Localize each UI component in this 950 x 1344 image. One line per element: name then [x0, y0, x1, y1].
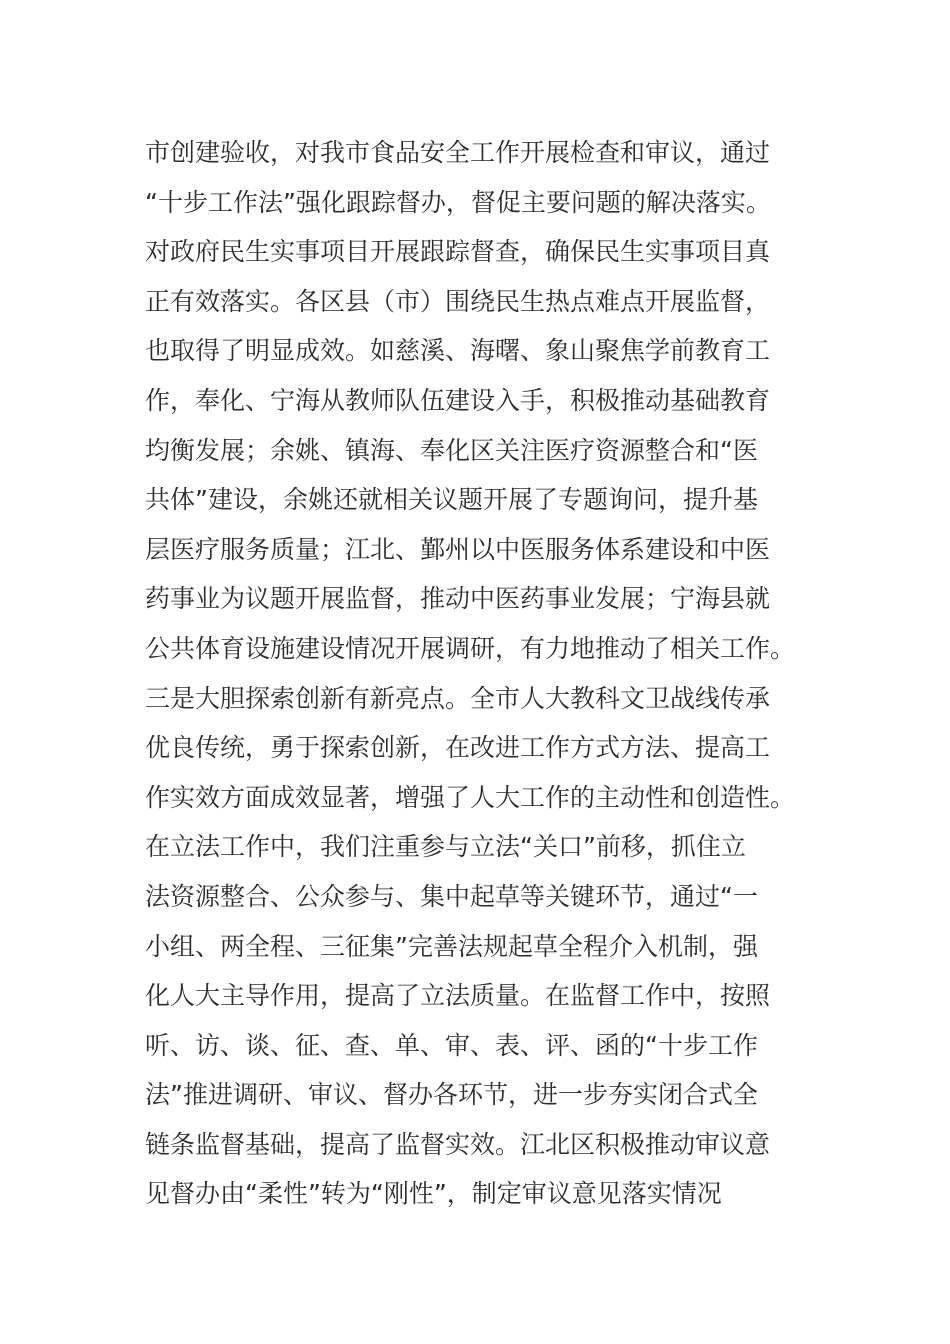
text-line: 市创建验收，对我市食品安全工作开展检查和审议，通过	[145, 138, 771, 167]
text-line: 共体”建设，余姚还就相关议题开展了专题询问，提升基	[145, 485, 758, 515]
text-line: 小组、两全程、三征集”完善法规起草全程介入机制，强	[145, 931, 758, 961]
text-line: 均衡发展；余姚、镇海、奉化区关注医疗资源整合和“医	[145, 435, 758, 465]
text-line: 在立法工作中，我们注重参与立法“关口”前移，抓住立	[145, 832, 746, 862]
text-line: “十步工作法”强化跟踪督办，督促主要问题的解决落实。	[145, 187, 771, 217]
text-line: 法”推进调研、审议、督办各环节，进一步夯实闭合式全	[145, 1080, 758, 1110]
body-text	[145, 128, 805, 1219]
text-line: 见督办由“柔性”转为“刚性”，制定审议意见落实情况	[145, 1179, 722, 1209]
text-line: 三是大胆探索创新有新亮点。全市人大教科文卫战线传承	[145, 683, 771, 713]
text-line: 层医疗服务质量；江北、鄞州以中医服务体系建设和中医	[145, 534, 771, 564]
text-line: 对政府民生实事项目开展跟踪督查，确保民生实事项目真	[145, 237, 771, 267]
text-line: 正有效落实。各区县（市）围绕民生热点难点开展监督，	[145, 286, 771, 316]
text-line: 化人大主导作用，提高了立法质量。在监督工作中，按照	[145, 981, 771, 1011]
text-line: 听、访、谈、征、查、单、审、表、评、函的“十步工作	[145, 1030, 758, 1060]
text-line: 链条监督基础，提高了监督实效。江北区积极推动审议意	[145, 1129, 771, 1159]
text-line: 药事业为议题开展监督，推动中医药事业发展；宁海县就	[145, 584, 771, 614]
text-line: 作实效方面成效显著，增强了人大工作的主动性和创造性。	[145, 782, 796, 812]
text-line: 也取得了明显成效。如慈溪、海曙、象山聚焦学前教育工	[145, 336, 771, 366]
text-line: 公共体育设施建设情况开展调研，有力地推动了相关工作。	[145, 633, 796, 663]
text-line: 优良传统，勇于探索创新，在改进工作方式方法、提高工	[145, 733, 771, 763]
text-line: 作，奉化、宁海从教师队伍建设入手，积极推动基础教育	[145, 385, 771, 415]
text-line: 法资源整合、公众参与、集中起草等关键环节，通过“一	[145, 881, 758, 911]
